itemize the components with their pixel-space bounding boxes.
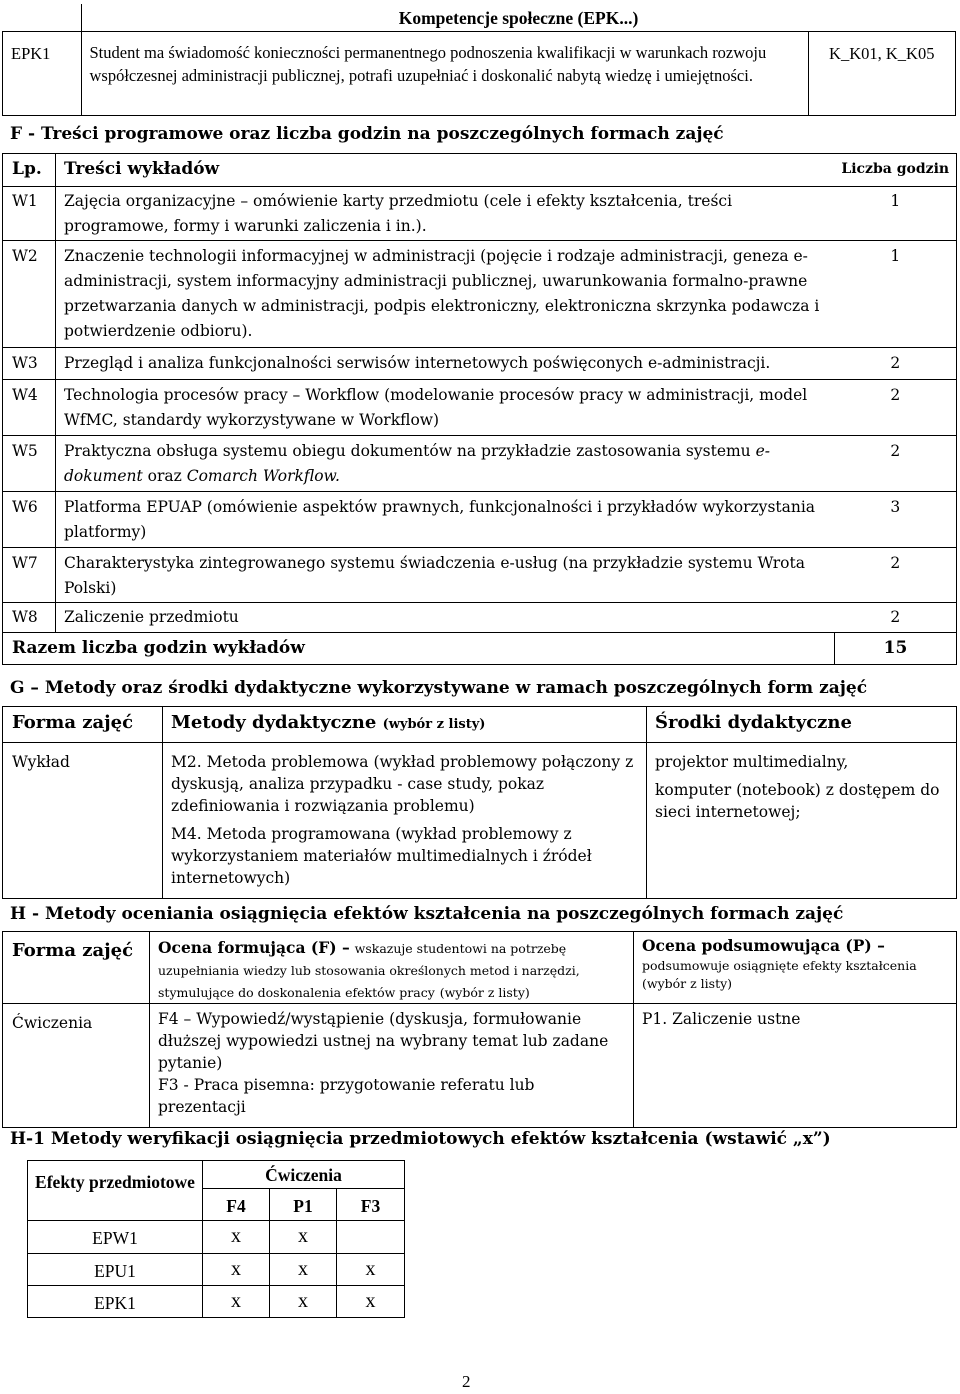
total-label: Razem liczba godzin wykładów bbox=[3, 633, 835, 665]
effect-cell: EPW1 bbox=[28, 1221, 203, 1254]
row-hours: 2 bbox=[835, 436, 957, 492]
col-p1-header: P1 bbox=[270, 1189, 337, 1221]
table-row bbox=[3, 603, 957, 633]
section-f-heading: F - Treści programowe oraz liczba godzin na poszczególnych formach zajęć bbox=[10, 124, 724, 144]
section-h-heading: H - Metody oceniania osiągnięcia efektów kształcenia na poszczególnych formach zajęć bbox=[10, 904, 844, 924]
row-text: Praktyczna obsługa systemu obiegu dokumentów na przykładzie zastosowania systemu e-dokument oraz Comarch Workflow. bbox=[56, 436, 835, 492]
row-lp: W8 bbox=[3, 603, 56, 633]
row-hours: 2 bbox=[835, 380, 957, 436]
mark-cell: x bbox=[270, 1221, 337, 1254]
row-text: Platforma EPUAP (omówienie aspektów prawnych, funkcjonalności i przykładów wykorzystania platformy) bbox=[56, 492, 835, 548]
row-text: Zaliczenie przedmiotu bbox=[56, 603, 835, 633]
col-means-header: Środki dydaktyczne bbox=[647, 707, 957, 743]
means-item: komputer (notebook) z dostępem do sieci internetowej; bbox=[655, 781, 940, 821]
kompetencje-description: Student ma świadomość konieczności permanentnego podnoszenia kwalifikacji w warunkach rozwoju współczesnej administracji publicznej, potrafi uzupełniać i doskonalić nabytą wiedzę i umiejętności. bbox=[81, 31, 808, 115]
section-g-heading: G – Metody oraz środki dydaktyczne wykorzystywane w ramach poszczególnych form zajęć bbox=[10, 678, 868, 698]
mark-cell: x bbox=[203, 1254, 270, 1286]
teaching-methods-table bbox=[2, 706, 957, 899]
mark-cell: x bbox=[270, 1286, 337, 1318]
col-form-header: Forma zajęć bbox=[3, 932, 150, 1004]
kompetencje-title: Kompetencje społeczne (EPK...) bbox=[81, 4, 956, 31]
method-item: M2. Metoda problemowa (wykład problemowy połączony z dyskusją, analiza przypadku - case study, pokaz zdefiniowania i rozwiązania problemu) bbox=[171, 753, 634, 815]
form-cell: Wykład bbox=[3, 743, 163, 899]
row-text: Zajęcia organizacyjne – omówienie karty przedmiotu (cele i efekty kształcenia, treści programowe, formy i warunki zaliczenia i in.). bbox=[56, 187, 835, 241]
formative-header: Ocena formująca (F) – wskazuje studentowi na potrzebę uzupełniania wiedzy lub stosowania określonych metod i narzędzi, stymulujące do doskonalenia efektów pracy (wybór z listy) bbox=[150, 932, 634, 1004]
row-lp: W6 bbox=[3, 492, 56, 548]
col-f4-header: F4 bbox=[203, 1189, 270, 1221]
table-row bbox=[3, 241, 957, 348]
col-content-header: Treści wykładów bbox=[56, 154, 835, 187]
effect-cell: EPU1 bbox=[28, 1254, 203, 1286]
summative-header: Ocena podsumowująca (P) – podsumowuje osiągnięte efekty kształcenia (wybór z listy) bbox=[634, 932, 957, 1004]
table-row bbox=[3, 187, 957, 241]
formative-item: F4 – Wypowiedź/wystąpienie (dyskusja, formułowanie dłuższej wypowiedzi ustnej na wybrany temat lub zadane pytanie) bbox=[158, 1010, 609, 1072]
means-item: projektor multimedialny, bbox=[655, 753, 849, 771]
row-text: Przegląd i analiza funkcjonalności serwisów internetowych poświęconych e-administracji. bbox=[56, 348, 835, 380]
total-value: 15 bbox=[835, 633, 957, 665]
course-content-table bbox=[2, 153, 957, 665]
row-text: Technologia procesów pracy – Workflow (modelowanie procesów pracy w administracji, model WfMC, standardy wykorzystywane w Workflow) bbox=[56, 380, 835, 436]
row-hours: 1 bbox=[835, 187, 957, 241]
mark-cell: x bbox=[203, 1286, 270, 1318]
col-hours-header: Liczba godzin bbox=[835, 154, 957, 187]
row-lp: W3 bbox=[3, 348, 56, 380]
kompetencje-code: EPK1 bbox=[3, 31, 82, 115]
table-row bbox=[3, 348, 957, 380]
total-row bbox=[3, 633, 957, 665]
row-hours: 2 bbox=[835, 603, 957, 633]
table-row bbox=[28, 1254, 405, 1286]
verification-table bbox=[27, 1160, 405, 1318]
mark-cell: x bbox=[337, 1254, 405, 1286]
row-lp: W5 bbox=[3, 436, 56, 492]
page-number: 2 bbox=[462, 1372, 471, 1391]
mark-cell bbox=[337, 1221, 405, 1254]
col-methods-header: Metody dydaktyczne (wybór z listy) bbox=[163, 707, 647, 743]
methods-cell bbox=[163, 743, 647, 899]
mark-cell: x bbox=[203, 1221, 270, 1254]
row-lp: W1 bbox=[3, 187, 56, 241]
formative-cell bbox=[150, 1004, 634, 1128]
row-hours: 1 bbox=[835, 241, 957, 348]
row-hours: 2 bbox=[835, 548, 957, 603]
means-cell bbox=[647, 743, 957, 899]
row-lp: W4 bbox=[3, 380, 56, 436]
assessment-methods-table bbox=[2, 931, 957, 1128]
mark-cell: x bbox=[270, 1254, 337, 1286]
row-text: Charakterystyka zintegrowanego systemu świadczenia e-usług (na przykładzie systemu Wrota Polski) bbox=[56, 548, 835, 603]
row-hours: 2 bbox=[835, 348, 957, 380]
formative-item: F3 - Praca pisemna: przygotowanie referatu lub prezentacji bbox=[158, 1076, 535, 1116]
table-row bbox=[3, 436, 957, 492]
col-form-header: Forma zajęć bbox=[3, 707, 163, 743]
table-row bbox=[3, 548, 957, 603]
col-f3-header: F3 bbox=[337, 1189, 405, 1221]
row-text: Znaczenie technologii informacyjnej w administracji (pojęcie i rodzaje administracji, geneza e-administracji, system informacyjny administracji publicznej, uwarunkowania formalno-prawne przetwarzania danych w administracji, podpis elektroniczny, elektroniczna skrzynka podawcza i potwierdzenie odbioru). bbox=[56, 241, 835, 348]
col-effects-header: Efekty przedmiotowe bbox=[28, 1161, 203, 1221]
table-row bbox=[28, 1286, 405, 1318]
row-lp: W2 bbox=[3, 241, 56, 348]
table-row bbox=[3, 492, 957, 548]
section-h1-heading: H-1 Metody weryfikacji osiągnięcia przedmiotowych efektów kształcenia (wstawić „x”) bbox=[10, 1129, 831, 1149]
row-hours: 3 bbox=[835, 492, 957, 548]
method-item: M4. Metoda programowana (wykład problemowy z wykorzystaniem materiałów multimedialnych i źródeł internetowych) bbox=[171, 825, 592, 887]
row-lp: W7 bbox=[3, 548, 56, 603]
table-row bbox=[3, 380, 957, 436]
col-lp-header: Lp. bbox=[3, 154, 56, 187]
col-group-header: Ćwiczenia bbox=[203, 1161, 405, 1189]
kompetencje-table bbox=[2, 4, 956, 116]
form-cell: Ćwiczenia bbox=[3, 1004, 150, 1128]
mark-cell: x bbox=[337, 1286, 405, 1318]
effect-cell: EPK1 bbox=[28, 1286, 203, 1318]
kompetencje-refs: K_K01, K_K05 bbox=[808, 31, 956, 115]
table-row bbox=[28, 1221, 405, 1254]
summative-cell: P1. Zaliczenie ustne bbox=[634, 1004, 957, 1128]
